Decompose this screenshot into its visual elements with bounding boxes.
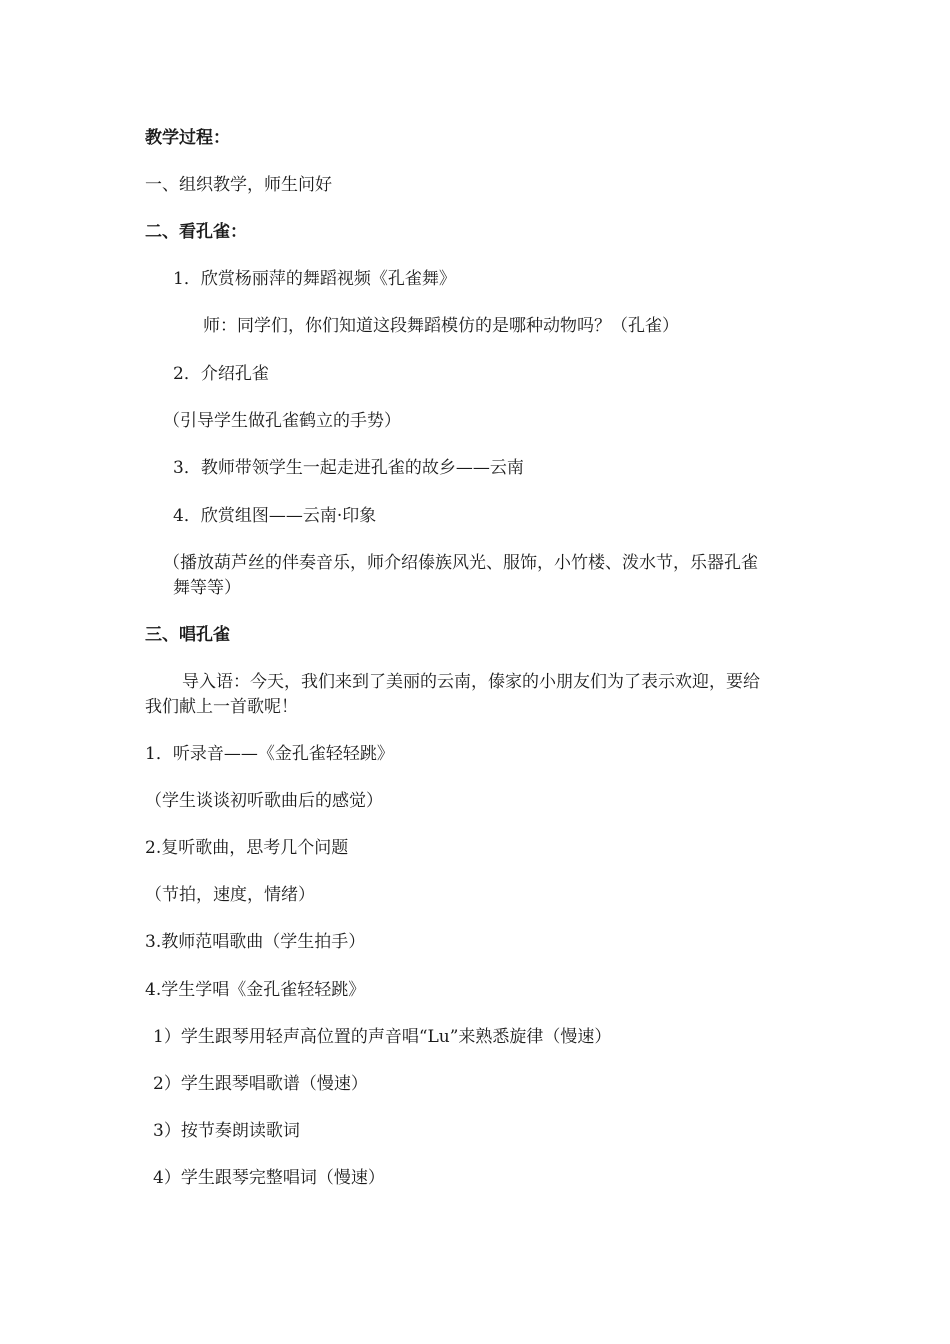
section-2-item-2: 2．介绍孔雀 [173, 364, 269, 384]
section-3-sub-4: 4）学生跟琴完整唱词（慢速） [153, 1168, 385, 1188]
section-3-title: 三、唱孔雀 [145, 625, 230, 645]
section-3-step-3: 3.教师范唱歌曲（学生拍手） [145, 932, 366, 952]
section-3-intro-line-1: 导入语：今天，我们来到了美丽的云南，傣家的小朋友们为了表示欢迎，要给 [182, 672, 760, 692]
section-2-item-4-note-line-2: 舞等等） [173, 578, 241, 598]
section-2-item-1-note: 师：同学们，你们知道这段舞蹈模仿的是哪种动物吗？（孔雀） [203, 316, 679, 336]
section-3-step-1: 1．听录音——《金孔雀轻轻跳》 [145, 744, 394, 764]
section-2-item-1: 1．欣赏杨丽萍的舞蹈视频《孔雀舞》 [173, 269, 456, 289]
section-2-item-2-note: （引导学生做孔雀鹤立的手势） [163, 411, 401, 431]
section-3-step-2-note: （节拍，速度，情绪） [145, 885, 315, 905]
section-3-sub-1: 1）学生跟琴用轻声高位置的声音唱“Lu”来熟悉旋律（慢速） [153, 1027, 612, 1047]
section-3-sub-2: 2）学生跟琴唱歌谱（慢速） [153, 1074, 368, 1094]
section-3-step-1-note: （学生谈谈初听歌曲后的感觉） [145, 791, 383, 811]
section-3-step-4: 4.学生学唱《金孔雀轻轻跳》 [145, 980, 366, 1000]
section-3-sub-3: 3）按节奏朗读歌词 [153, 1121, 300, 1141]
section-2-title: 二、看孔雀： [145, 222, 247, 242]
heading: 教学过程： [145, 128, 230, 148]
section-2-item-3: 3．教师带领学生一起走进孔雀的故乡——云南 [173, 458, 524, 478]
section-3-intro-line-2: 我们献上一首歌呢！ [145, 697, 298, 717]
section-1-title: 一、组织教学，师生问好 [145, 175, 332, 195]
section-3-step-2: 2.复听歌曲，思考几个问题 [145, 838, 349, 858]
section-2-item-4: 4．欣赏组图——云南·印象 [173, 506, 377, 526]
section-2-item-4-note-line-1: （播放葫芦丝的伴奏音乐，师介绍傣族风光、服饰，小竹楼、泼水节，乐器孔雀 [163, 553, 758, 573]
